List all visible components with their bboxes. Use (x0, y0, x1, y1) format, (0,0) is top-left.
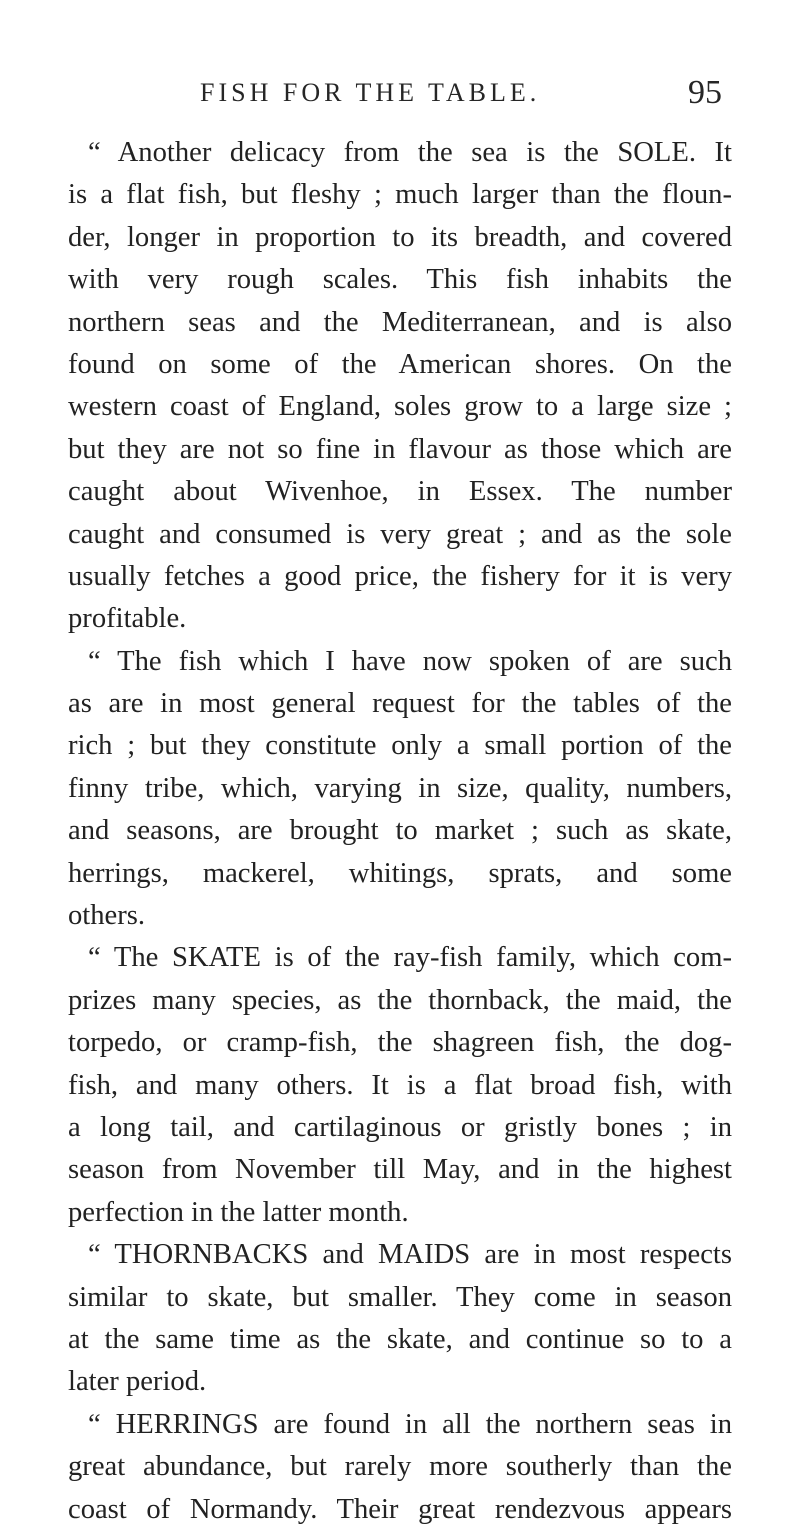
text-line: “ Another delicacy from the sea is the SOLE. It (88, 137, 732, 168)
text-line: “ The fish which I have now spoken of are such (88, 645, 732, 677)
text-line: northern seas and the Mediterranean, and is also (68, 306, 732, 338)
body-text (68, 132, 732, 1531)
text-line: great abundance, but rarely more southerly than the (68, 1451, 732, 1483)
text-line: caught about Wivenhoe, in Essex. The number (68, 476, 732, 508)
text-line: and seasons, are brought to market ; such as skate, (68, 815, 732, 847)
text-line: torpedo, or cramp-fish, the shagreen fish, the dog- (68, 1027, 732, 1059)
text-line: is a flat fish, but fleshy ; much larger than the floun- (68, 179, 732, 211)
text-line: rich ; but they constitute only a small portion of the (68, 730, 732, 762)
page-number: 95 (688, 74, 722, 111)
text-line: later period. (68, 1366, 207, 1398)
text-line: “ THORNBACKS and MAIDS are in most respects (88, 1239, 732, 1271)
text-line: “ The SKATE is of the ray-fish family, which com- (88, 942, 732, 974)
text-line: der, longer in proportion to its breadth, and covered (68, 221, 732, 253)
text-line: a long tail, and cartilaginous or gristly bones ; in (68, 1111, 732, 1143)
text-line: herrings, mackerel, whitings, sprats, and some (68, 857, 732, 889)
text-line: as are in most general request for the tables of the (68, 688, 732, 720)
text-line: but they are not so fine in flavour as those which are (68, 433, 732, 465)
text-line: caught and consumed is very great ; and as the sole (68, 518, 732, 550)
text-line: prizes many species, as the thornback, the maid, the (68, 984, 732, 1016)
text-line: season from November till May, and in the highest (68, 1154, 732, 1186)
text-line: western coast of England, soles grow to a large size ; (68, 391, 732, 423)
text-line: found on some of the American shores. On the (68, 348, 732, 380)
page-header (0, 74, 800, 118)
text-line: finny tribe, which, varying in size, quality, numbers, (68, 772, 732, 804)
text-line: coast of Normandy. Their great rendezvous appears (68, 1493, 732, 1525)
text-line: usually fetches a good price, the fishery for it is very (68, 560, 732, 592)
text-line: “ HERRINGS are found in all the northern seas in (88, 1408, 732, 1440)
text-line: fish, and many others. It is a flat broad fish, with (68, 1069, 732, 1101)
text-line: others. (68, 900, 146, 932)
running-title: FISH FOR THE TABLE. (200, 78, 541, 107)
text-line: profitable. (68, 603, 187, 635)
text-line: at the same time as the skate, and continue so to a (68, 1323, 732, 1355)
text-line: perfection in the latter month. (68, 1196, 409, 1228)
text-line: with very rough scales. This fish inhabits the (68, 264, 732, 296)
text-line: similar to skate, but smaller. They come in season (68, 1281, 732, 1313)
